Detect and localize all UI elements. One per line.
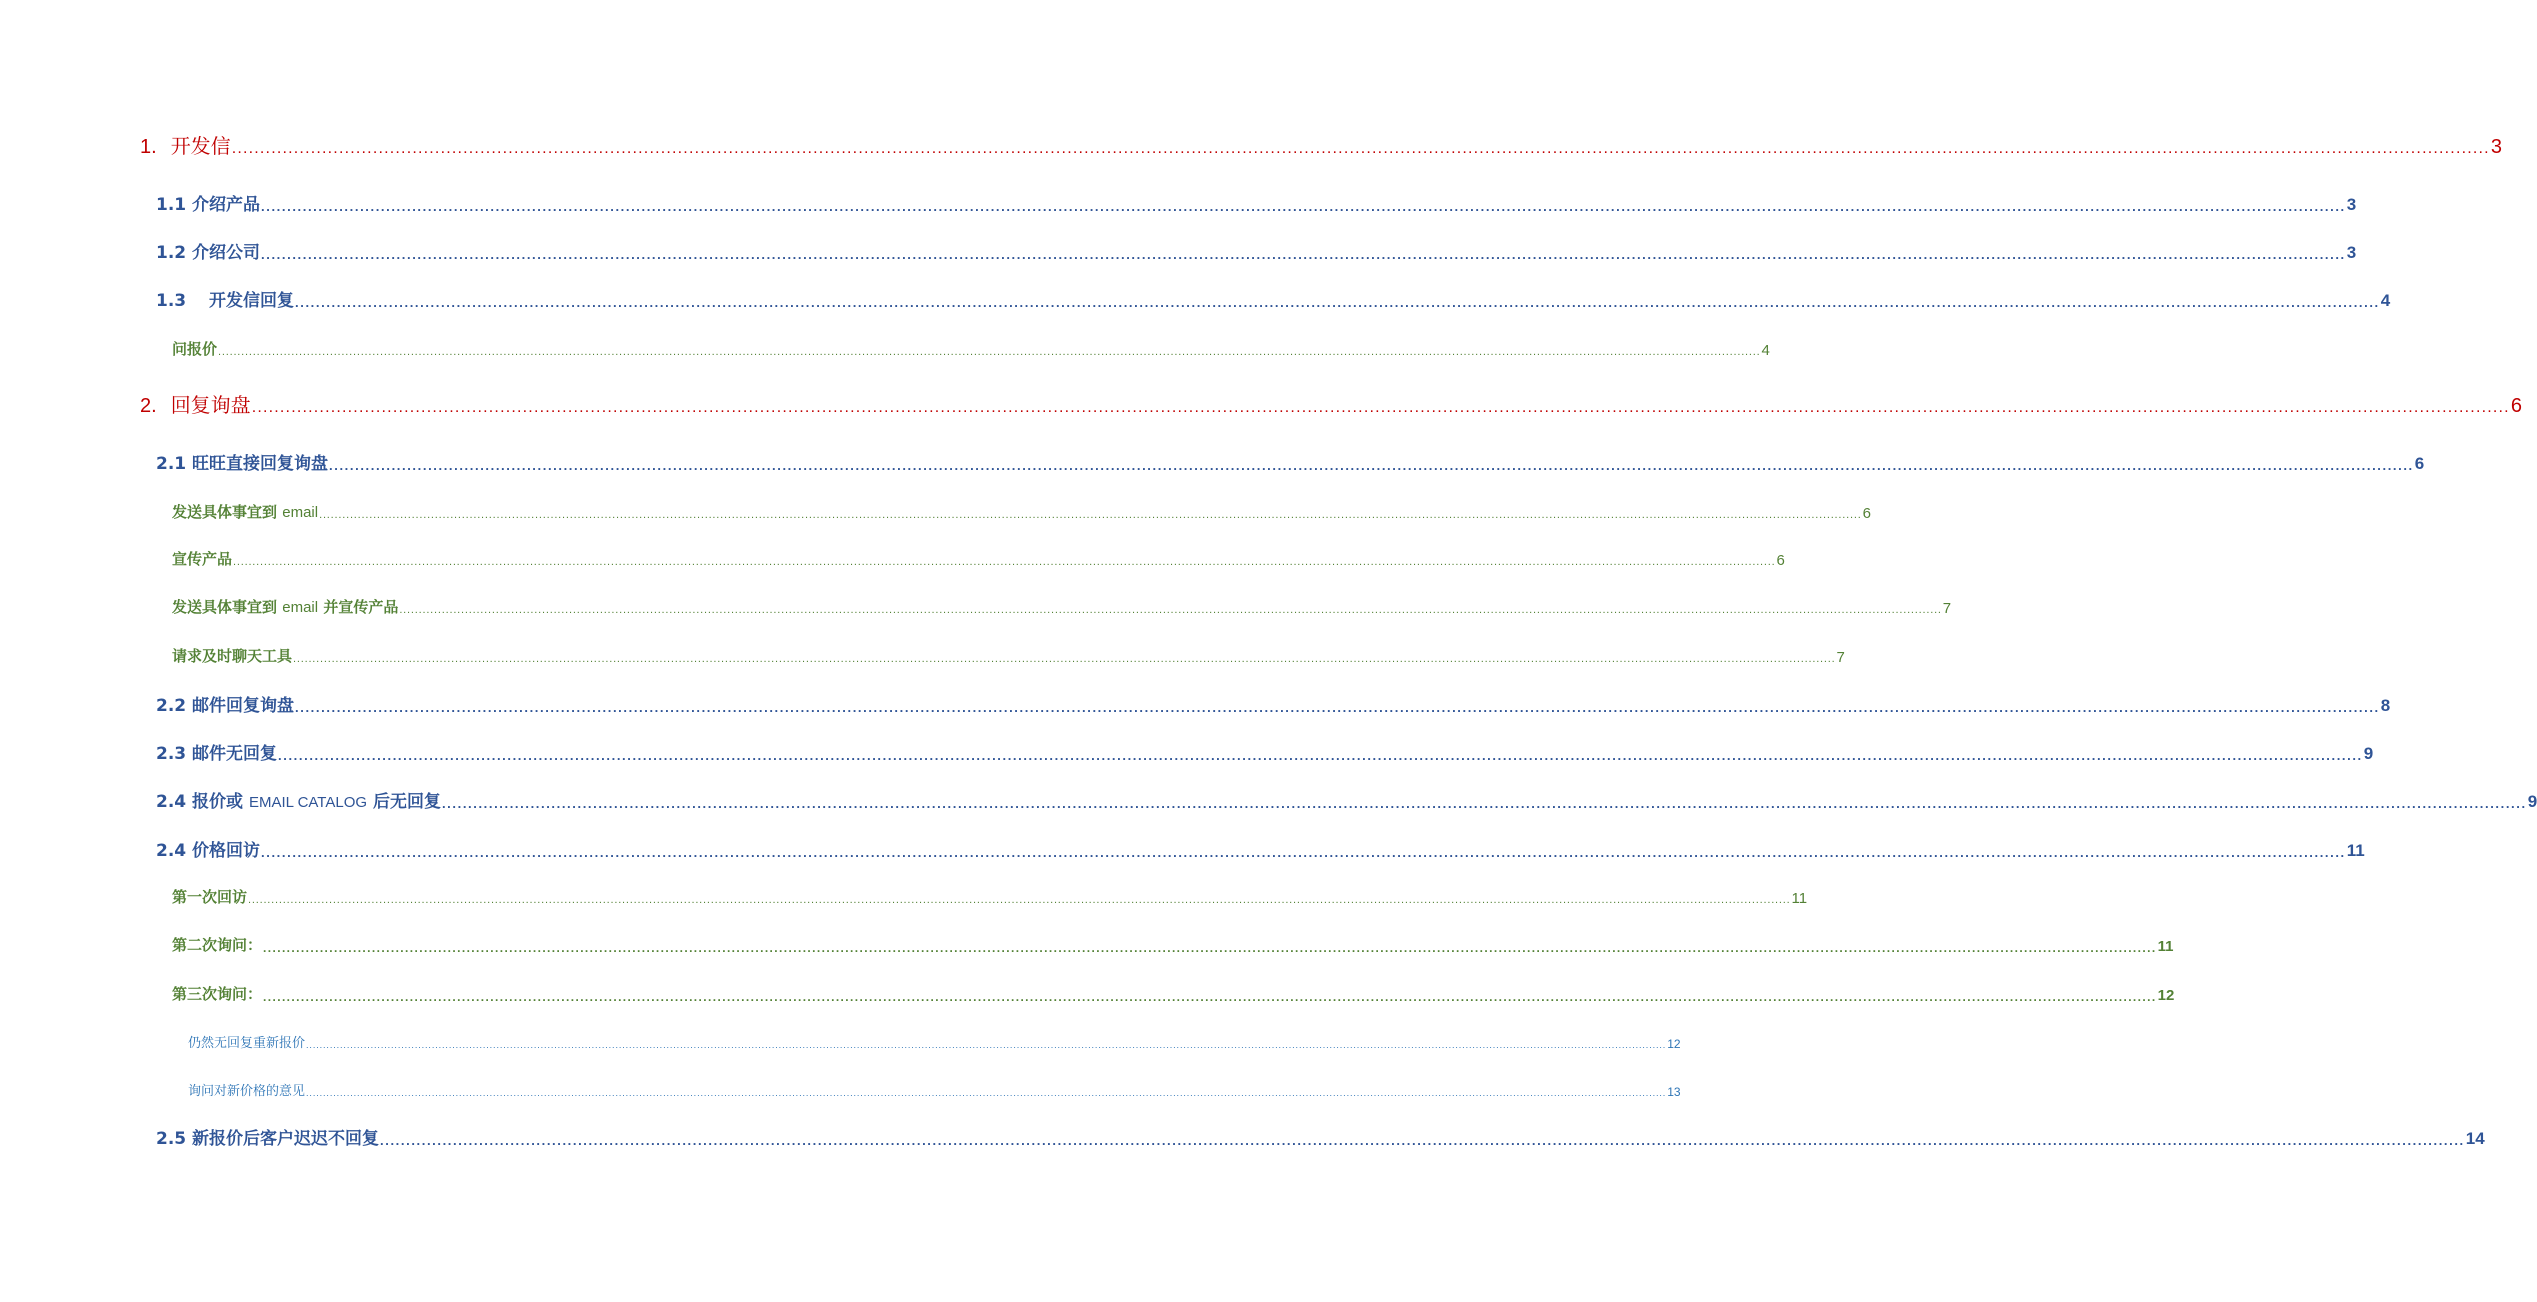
toc-title: 回复询盘 — [170, 393, 251, 417]
toc-title-text: 后无回复 — [367, 792, 441, 812]
toc-entry-level2[interactable] — [156, 241, 2357, 263]
toc-leader: ................................................................................................................................................................................................................................................................................................................................................................................................................ — [263, 941, 2157, 955]
toc-page-number: 11 — [2346, 841, 2365, 860]
toc-entry-level2[interactable] — [156, 790, 2537, 812]
toc-page-number: 7 — [1942, 600, 1952, 617]
toc-leader: ................................................................................................................................................................................................................................................................................................................................................................................................................ — [295, 295, 2380, 310]
toc-leader: ................................................................................................................................................................................................................................................................................................................................................................................................................ — [293, 653, 1836, 665]
toc-title — [172, 501, 318, 522]
toc-entry-level2[interactable] — [156, 694, 2391, 716]
toc-leader: ................................................................................................................................................................................................................................................................................................................................................................................................................ — [261, 247, 2346, 262]
toc-leader: ................................................................................................................................................................................................................................................................................................................................................................................................................ — [263, 990, 2157, 1004]
toc-leader: ................................................................................................................................................................................................................................................................................................................................................................................................................ — [231, 140, 2490, 157]
toc-entry-level3[interactable] — [172, 935, 2174, 955]
toc-page-number: 6 — [2510, 395, 2522, 417]
toc-title: 2.1 旺旺直接回复询盘 — [156, 454, 329, 474]
toc-leader: ................................................................................................................................................................................................................................................................................................................................................................................................................ — [306, 1040, 1667, 1050]
toc-leader: ................................................................................................................................................................................................................................................................................................................................................................................................................ — [319, 509, 1862, 521]
toc-title: 请求及时聊天工具 — [172, 647, 293, 665]
toc-leader: ................................................................................................................................................................................................................................................................................................................................................................................................................ — [261, 199, 2346, 214]
toc-page-number: 12 — [1667, 1037, 1681, 1051]
toc-title: 第一次回访 — [172, 888, 248, 906]
toc-page-number: 6 — [1862, 505, 1871, 522]
toc-number: 1. — [140, 136, 157, 158]
toc-page-number: 4 — [1761, 342, 1770, 359]
toc-page-number: 3 — [2346, 195, 2357, 214]
toc-title: 问报价 — [172, 340, 218, 358]
toc-title-text: 发送具体事宜到 — [172, 503, 283, 521]
toc-title: 1.2 介绍公司 — [156, 243, 261, 263]
toc-leader: ................................................................................................................................................................................................................................................................................................................................................................................................................ — [295, 700, 2380, 715]
toc-title: 宣传产品 — [172, 550, 233, 568]
toc-entry-level1[interactable] — [140, 133, 2502, 159]
toc-title: 1.1 介绍产品 — [156, 195, 261, 215]
toc-leader: ................................................................................................................................................................................................................................................................................................................................................................................................................ — [399, 604, 1942, 616]
toc-title: 1.3 开发信回复 — [156, 291, 295, 311]
toc-page-number: 6 — [1776, 552, 1785, 569]
toc-leader: ................................................................................................................................................................................................................................................................................................................................................................................................................ — [278, 748, 2363, 763]
toc-title — [156, 787, 441, 812]
toc-page-number: 3 — [2346, 243, 2357, 262]
toc-title: 询问对新价格的意见 — [188, 1084, 306, 1099]
toc-entry-level2[interactable] — [156, 742, 2374, 764]
toc-entry-level2[interactable] — [156, 452, 2425, 474]
toc-page-number: 3 — [2490, 136, 2502, 158]
toc-leader: ................................................................................................................................................................................................................................................................................................................................................................................................................ — [233, 556, 1776, 568]
toc-page-number: 4 — [2380, 291, 2391, 310]
toc-title — [172, 596, 398, 617]
toc-entry-level2[interactable] — [156, 839, 2365, 861]
toc-leader: ................................................................................................................................................................................................................................................................................................................................................................................................................ — [380, 1133, 2465, 1148]
toc-leader: ................................................................................................................................................................................................................................................................................................................................................................................................................ — [251, 399, 2510, 416]
toc-entry-level3[interactable] — [172, 549, 1785, 569]
toc-title: 第二次询问： — [172, 936, 263, 954]
toc-title-text: 发送具体事宜到 — [172, 598, 283, 616]
toc-title-text: 并宣传产品 — [318, 598, 399, 616]
toc-title: 2.4 价格回访 — [156, 841, 261, 861]
toc-number: 2. — [140, 395, 157, 417]
toc-leader: ................................................................................................................................................................................................................................................................................................................................................................................................................ — [306, 1088, 1667, 1098]
toc-leader: ................................................................................................................................................................................................................................................................................................................................................................................................................ — [441, 796, 2527, 811]
toc-page-number: 9 — [2527, 792, 2537, 811]
toc-entry-level1[interactable] — [140, 392, 2522, 418]
toc-entry-level2[interactable] — [156, 193, 2357, 215]
toc-entry-level2[interactable] — [156, 289, 2391, 311]
toc-title: 2.5 新报价后客户迟迟不回复 — [156, 1129, 380, 1149]
toc-entry-level3[interactable] — [172, 887, 1808, 907]
toc-entry-level3[interactable] — [172, 597, 1952, 617]
toc-page-number: 7 — [1836, 649, 1845, 666]
toc-title: 2.3 邮件无回复 — [156, 744, 278, 764]
toc-page-number: 8 — [2380, 696, 2391, 715]
toc-entry-level3[interactable] — [172, 502, 1871, 522]
toc-entry-level4[interactable] — [188, 1033, 1681, 1051]
toc-leader: ................................................................................................................................................................................................................................................................................................................................................................................................................ — [218, 346, 1761, 358]
toc-title: 仍然无回复重新报价 — [188, 1036, 306, 1051]
toc-title: 第三次询问： — [172, 985, 263, 1003]
toc-title-latin: email — [282, 504, 319, 521]
toc-entry-level4[interactable] — [188, 1081, 1681, 1099]
toc-leader: ................................................................................................................................................................................................................................................................................................................................................................................................................ — [261, 845, 2346, 860]
toc-entry-level3[interactable] — [172, 646, 1845, 666]
toc-page-number: 6 — [2414, 454, 2425, 473]
toc-title-latin: email — [282, 599, 319, 616]
toc-page-number: 9 — [2363, 744, 2374, 763]
toc-page-number: 12 — [2157, 987, 2175, 1004]
toc-page-number: 11 — [1791, 890, 1808, 907]
toc-title: 2.2 邮件回复询盘 — [156, 696, 295, 716]
toc-leader: ................................................................................................................................................................................................................................................................................................................................................................................................................ — [329, 458, 2414, 473]
toc-title-text: 2.4 报价或 — [156, 792, 249, 812]
toc-page-number: 14 — [2465, 1129, 2485, 1148]
toc-page-number: 11 — [2157, 938, 2174, 955]
toc-entry-level3[interactable] — [172, 984, 2175, 1004]
toc-entry-level3[interactable] — [172, 339, 1770, 359]
toc-page-number: 13 — [1667, 1085, 1681, 1099]
toc-title: 开发信 — [170, 134, 231, 158]
toc-title-latin: EMAIL CATALOG — [248, 794, 368, 811]
toc-entry-level2[interactable] — [156, 1127, 2485, 1149]
toc-leader: ................................................................................................................................................................................................................................................................................................................................................................................................................ — [248, 894, 1791, 906]
